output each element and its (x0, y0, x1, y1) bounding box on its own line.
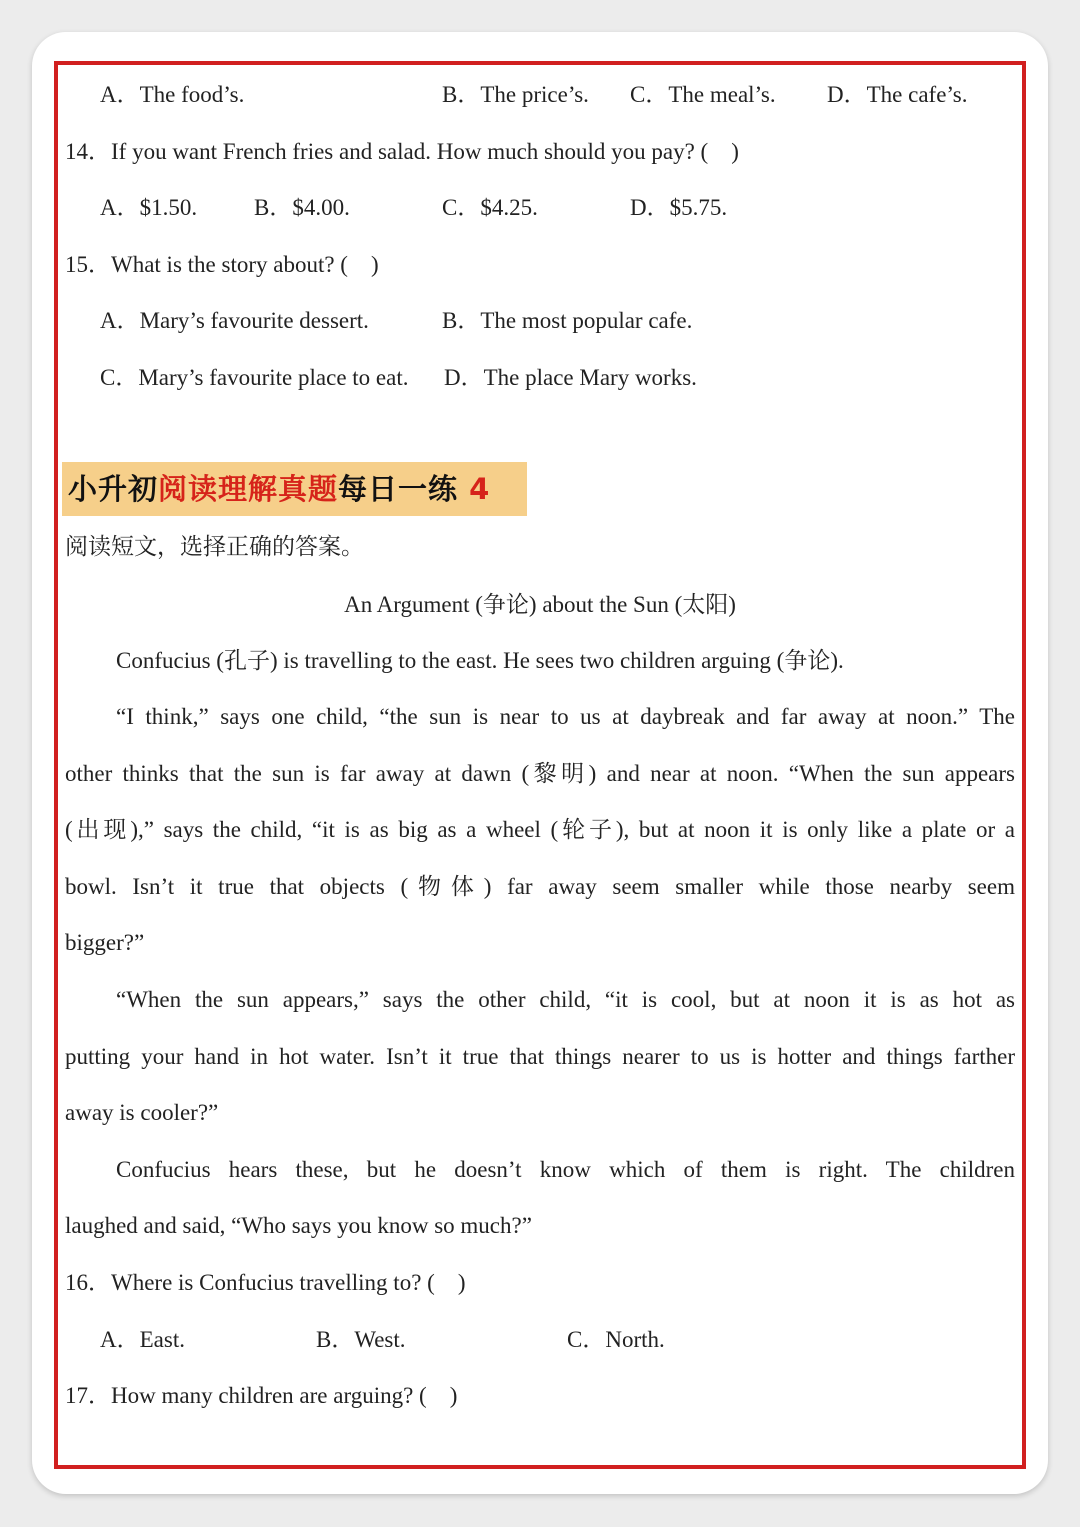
q14-question: 14．If you want French fries and salad. How much should you pay? ( ) (65, 139, 739, 164)
passage-line: other thinks that the sun is far away at dawn (黎明) and near at noon. “When the sun appears (65, 761, 1015, 786)
passage-line: Confucius (孔子) is travelling to the east. He sees two children arguing (争论). (116, 648, 844, 673)
instruction: 阅读短文，选择正确的答案。 (65, 534, 364, 559)
q15-option-d: D．The place Mary works. (444, 365, 697, 390)
q15-option-b: B．The most popular cafe. (442, 308, 693, 333)
q16-option-c: C．North. (567, 1327, 665, 1352)
q14-option-a: A．$1.50. (100, 195, 198, 220)
q13-option-d: D．The cafe’s. (827, 82, 968, 107)
banner-part-1: 小升初 (68, 472, 159, 506)
q13-option-b: B．The price’s. (442, 82, 589, 107)
section-banner-title (68, 468, 490, 510)
q15-option-c: C．Mary’s favourite place to eat. (100, 365, 409, 390)
banner-part-4: 4 (458, 472, 491, 506)
q13-option-c: C．The meal’s. (630, 82, 776, 107)
q16-option-b: B．West. (316, 1327, 406, 1352)
q16-option-a: A．East. (100, 1327, 185, 1352)
q14-option-b: B．$4.00. (254, 195, 350, 220)
passage-line: laughed and said, “Who says you know so much?” (65, 1213, 532, 1238)
passage-line: “When the sun appears,” says the other child, “it is cool, but at noon it is as hot as (116, 987, 1015, 1012)
passage-line: putting your hand in hot water. Isn’t it true that things nearer to us is hotter and things farther (65, 1044, 1015, 1069)
q17-question: 17．How many children are arguing? ( ) (65, 1383, 458, 1408)
q13-option-a: A．The food’s. (100, 82, 245, 107)
passage-line: bigger?” (65, 930, 145, 955)
q14-option-c: C．$4.25. (442, 195, 538, 220)
q15-option-a: A．Mary’s favourite dessert. (100, 308, 369, 333)
passage-line: “I think,” says one child, “the sun is near to us at daybreak and far away at noon.” The (116, 704, 1015, 729)
passage-title: An Argument (争论) about the Sun (太阳) (344, 592, 736, 617)
passage-line: away is cooler?” (65, 1100, 219, 1125)
passage-line: bowl. Isn’t it true that objects (物体) far away seem smaller while those nearby seem (65, 874, 1015, 899)
passage-line: Confucius hears these, but he doesn’t know which of them is right. The children (116, 1157, 1015, 1182)
passage-line: (出现),” says the child, “it is as big as a wheel (轮子), but at noon it is only like a plate or a (65, 817, 1015, 842)
q16-question: 16．Where is Confucius travelling to? ( ) (65, 1270, 466, 1295)
banner-part-3: 每日一练 (338, 472, 459, 506)
q15-question: 15．What is the story about? ( ) (65, 252, 379, 277)
banner-part-2: 阅读理解真题 (158, 472, 339, 506)
q14-option-d: D．$5.75. (630, 195, 728, 220)
